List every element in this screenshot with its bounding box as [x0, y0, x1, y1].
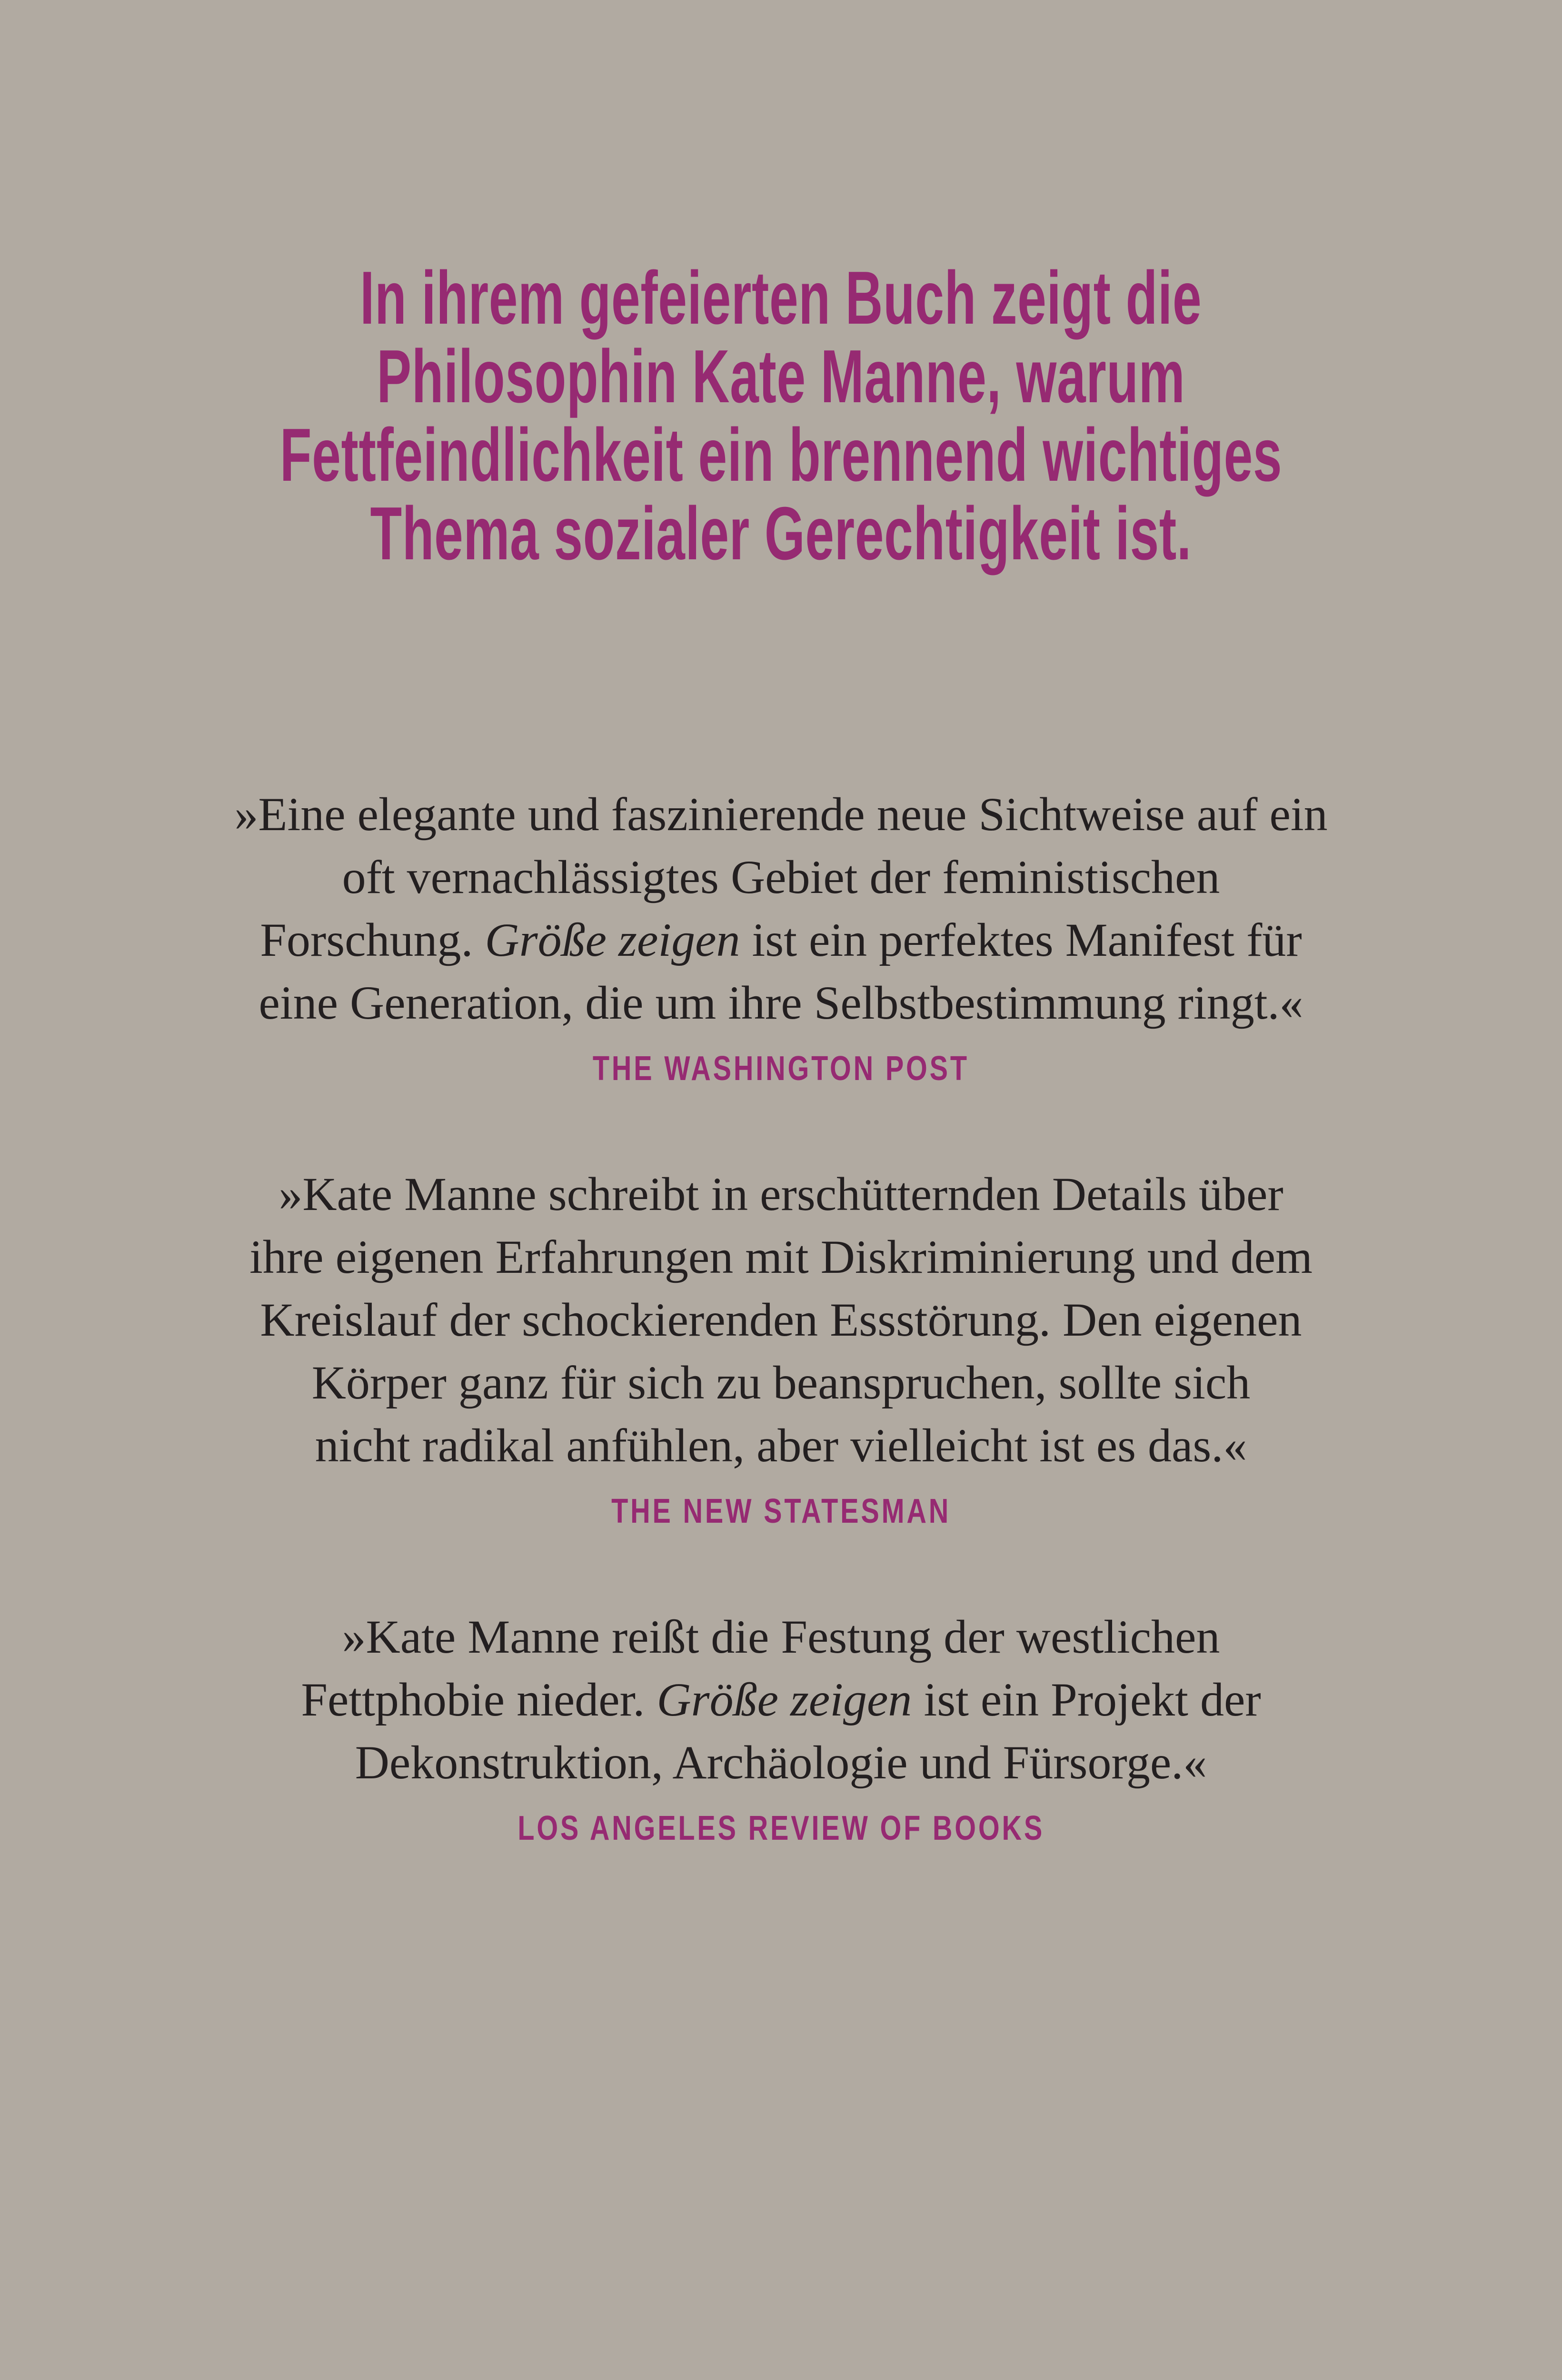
quote-line [0, 1668, 1562, 1731]
quote-text: Fettphobie nieder. [301, 1673, 657, 1726]
quote-line [0, 909, 1562, 972]
quote-line: eine Generation, die um ihre Selbstbestimmung ringt.« [259, 976, 1303, 1029]
quote-line: Dekonstruktion, Archäologie und Fürsorge.« [355, 1736, 1207, 1789]
quote-line: »Kate Manne schreibt in erschütternden Details über [279, 1168, 1283, 1220]
quote-line: »Eine elegante und faszinierende neue Sichtweise auf ein [234, 788, 1328, 841]
quote-source [0, 1492, 1562, 1530]
quote-washington-post [0, 783, 1562, 1034]
quote-line: Körper ganz für sich zu beanspruchen, sollte sich [311, 1356, 1251, 1409]
book-title: Größe zeigen [657, 1673, 912, 1726]
quote-line: ihre eigenen Erfahrungen mit Diskriminierung und dem [249, 1230, 1313, 1283]
book-title: Größe zeigen [485, 913, 740, 966]
quote-la-review-of-books [0, 1606, 1562, 1794]
source-label: THE NEW STATESMAN [611, 1492, 951, 1530]
headline [0, 256, 1562, 575]
source-label: LOS ANGELES REVIEW OF BOOKS [517, 1809, 1045, 1847]
quote-line: »Kate Manne reißt die Festung der westlichen [342, 1610, 1220, 1663]
quote-line: oft vernachlässigtes Gebiet der feministischen [342, 851, 1220, 903]
headline-line: Thema sozialer Gerechtigkeit ist. [370, 492, 1192, 575]
quote-line: Kreislauf der schockierenden Essstörung. Den eigenen [260, 1293, 1302, 1346]
source-label: THE WASHINGTON POST [592, 1050, 969, 1088]
quote-text: ist ein perfektes Manifest für [740, 913, 1302, 966]
headline-line: Fettfeindlichkeit ein brennend wichtiges [279, 413, 1283, 497]
quote-source [0, 1050, 1562, 1088]
quote-new-statesman [0, 1163, 1562, 1477]
headline-line: In ihrem gefeierten Buch zeigt die [360, 256, 1202, 340]
quote-source [0, 1809, 1562, 1847]
quote-text: ist ein Projekt der [912, 1673, 1261, 1726]
quote-text: Forschung. [260, 913, 485, 966]
quote-line: nicht radikal anfühlen, aber vielleicht ist es das.« [315, 1419, 1247, 1472]
headline-line: Philosophin Kate Manne, warum [377, 335, 1185, 418]
